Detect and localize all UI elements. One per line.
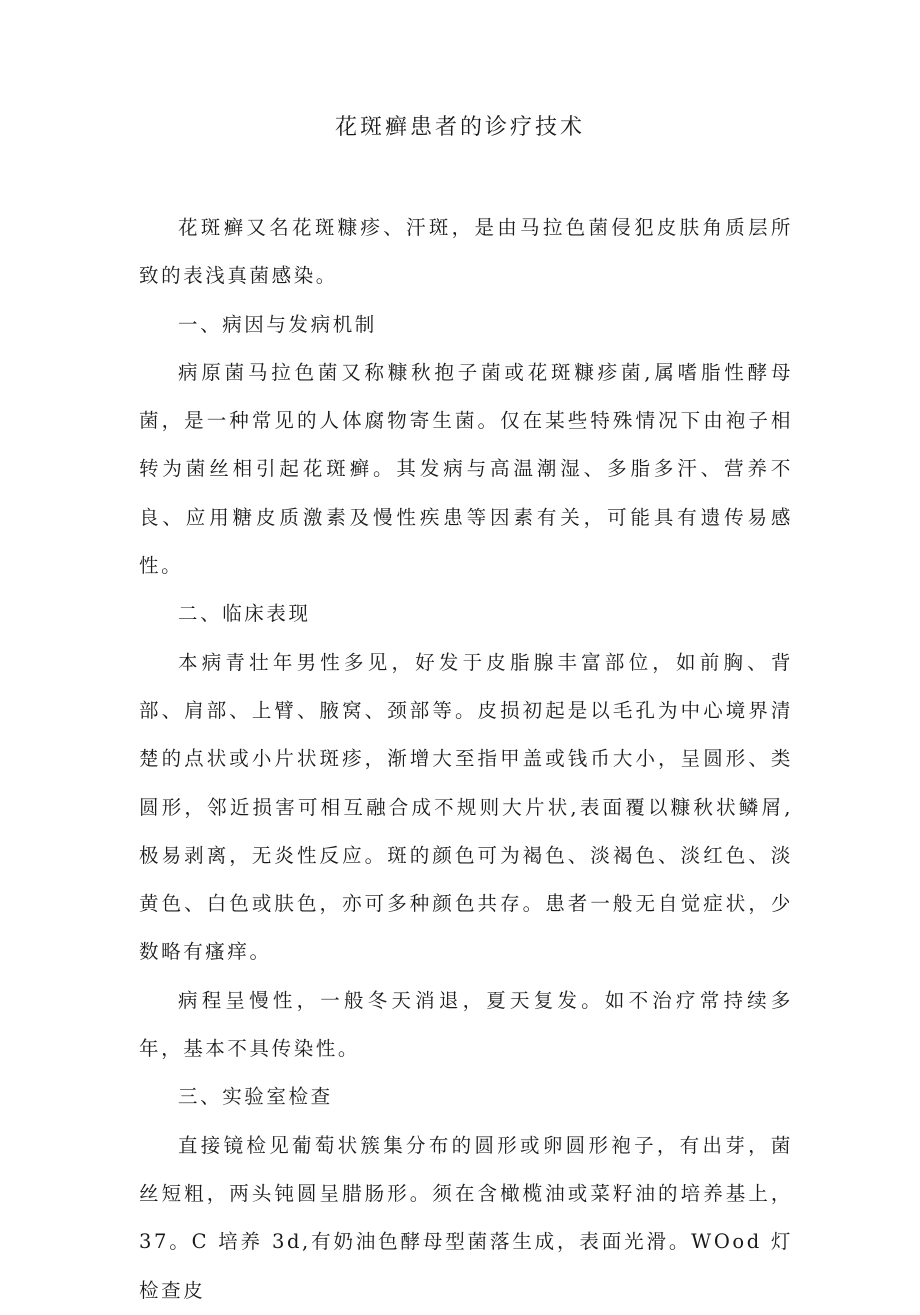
paragraph-clinical: 本病青壮年男性多见，好发于皮脂腺丰富部位，如前胸、背部、肩部、上臂、腋窝、颈部等。皮损初起是以毛孔为中心境界清楚的点状或小片状斑疹，渐增大至指甲盖或钱币大小，呈圆形、类圆形，邻近损害可相互融合成不规则大片状,表面覆以糠秋状鳞屑,极易剥离，无炎性反应。斑的颜色可为褐色、淡褐色、淡红色、淡黄色、白色或肤色，亦可多种颜色共存。患者一般无自觉症状，少数略有瘙痒。	[139, 650, 793, 964]
paragraph-etiology: 病原菌马拉色菌又称糠秋抱子菌或花斑糠疹菌,属嗜脂性酵母菌，是一种常见的人体腐物寄生菌。仅在某些特殊情况下由袍子相转为菌丝相引起花斑癣。其发病与高温潮湿、多脂多汗、营养不良、应用糖皮质激素及慢性疾患等因素有关，可能具有遗传易感性。	[139, 360, 793, 578]
section-heading-lab: 三、实验室检查	[178, 1085, 333, 1109]
document-body	[139, 204, 793, 1315]
paragraph-intro: 花斑癣又名花斑糠疹、汗斑，是由马拉色菌侵犯皮肤角质层所致的表浅真菌感染。	[139, 216, 793, 288]
section-heading-clinical: 二、临床表现	[178, 602, 311, 626]
document-title: 花斑癣患者的诊疗技术	[334, 115, 585, 140]
section-heading-etiology: 一、病因与发病机制	[178, 312, 377, 336]
paragraph-lab: 直接镜检见葡萄状簇集分布的圆形或卵圆形袍子，有出芽，菌丝短粗，两头钝圆呈腊肠形。须在含橄榄油或菜籽油的培养基上，37。C 培养 3d,有奶油色酵母型菌落生成，表面光滑。WOod 灯检查皮	[139, 1133, 793, 1302]
paragraph-course: 病程呈慢性，一般冬天消退，夏天复发。如不治疗常持续多年，基本不具传染性。	[139, 988, 793, 1061]
